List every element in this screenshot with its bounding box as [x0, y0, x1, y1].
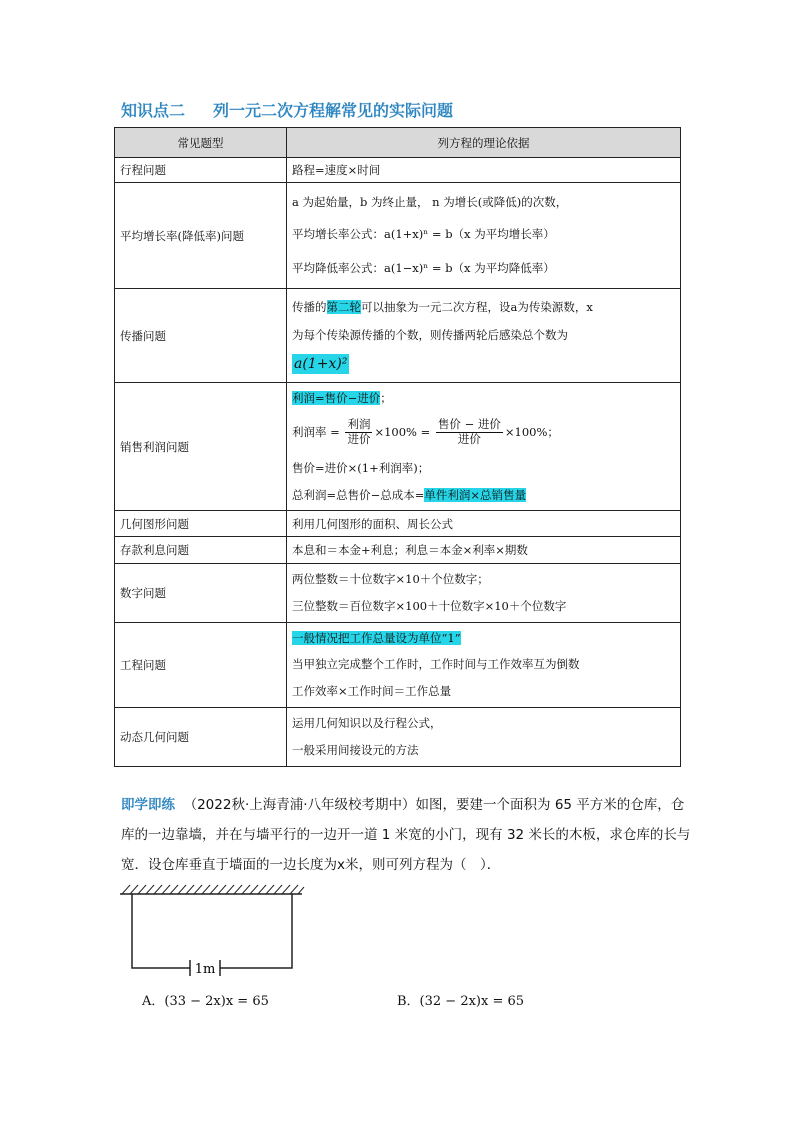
table-row: [115, 289, 681, 383]
exercise-text: 如图，要建一个面积为 65 平方米的仓库，仓库的一边靠墙，并在与墙平行的一边开一道 1 米宽的小门，现有 32 米长的木板，求仓库的长与宽．设仓库垂直于墙面的一边长度为x米，则可列方程为（ ）．: [121, 797, 691, 873]
exercise-source: （2022秋·上海青浦·八年级校考期中）: [183, 797, 416, 813]
type-cell: 动态几何问题: [115, 708, 287, 767]
basis-cell: [287, 289, 681, 383]
table-header-row: [115, 128, 681, 158]
profit-rate-line: [292, 410, 675, 454]
section-heading: [121, 98, 453, 121]
table-row: [115, 511, 681, 537]
spread-line-1: [292, 293, 675, 321]
profit-highlight-total: 单件利润×总销售量: [424, 487, 527, 502]
header-basis: 列方程的理论依据: [287, 128, 681, 158]
type-cell: 数字问题: [115, 564, 287, 623]
fraction-denominator: 进价: [347, 432, 371, 446]
exercise-tag: 即学即练: [121, 797, 175, 813]
basis-cell: 本息和＝本金+利息；利息＝本金×利率×期数: [287, 537, 681, 564]
door-width-label: 1m: [194, 962, 216, 977]
table-row: [115, 537, 681, 564]
profit-line-4-pre: 总利润=总售价−总成本=: [292, 487, 425, 502]
header-type: 常见题型: [115, 128, 287, 158]
growth-line-3: 平均降低率公式：a(1−x)ⁿ = b（x 为平均降低率）: [292, 260, 555, 275]
basis-cell: 路程=速度×时间: [287, 158, 681, 183]
type-cell: 工程问题: [115, 623, 287, 708]
type-cell: 传播问题: [115, 289, 287, 383]
table-row: [115, 183, 681, 289]
growth-line-2: 平均增长率公式：a(1+x)ⁿ = b（x 为平均增长率）: [292, 226, 555, 241]
profit-line-1: [292, 386, 675, 410]
table-row: [115, 708, 681, 767]
fraction-numerator: 售价 − 进价: [437, 417, 501, 432]
option-a: A．(33 − 2x)x = 65: [142, 994, 269, 1009]
basis-cell: [287, 383, 681, 511]
table-row: [115, 158, 681, 183]
table-row: [115, 623, 681, 708]
profit-rate-end: ×100%；: [504, 424, 559, 439]
work-line-1: [292, 625, 675, 651]
section-label: 知识点二: [121, 101, 186, 120]
section-title: 列一元二次方程解常见的实际问题: [213, 101, 454, 120]
digits-line-1: 两位整数＝十位数字×10＋个位数字；: [292, 572, 489, 586]
type-cell: 销售利润问题: [115, 383, 287, 511]
profit-line-3: 售价=进价×(1+利润率)；: [292, 460, 430, 475]
spread-line-3: [292, 349, 675, 379]
fraction-profit-over-cost: [345, 418, 372, 447]
problem-types-table: [114, 127, 681, 767]
highlight-second-round: 第二轮: [326, 299, 361, 314]
dynamic-line-2: 一般采用间接设元的方法: [292, 743, 419, 757]
spread-pre: 传播的: [292, 299, 327, 314]
profit-highlight: 利润=售价−进价: [292, 390, 381, 405]
type-cell: 行程问题: [115, 158, 287, 183]
wall-hatching: [120, 885, 304, 894]
warehouse-figure: [118, 882, 308, 977]
fraction-numerator: 利润: [347, 417, 371, 432]
work-line-3: 工作效率×工作时间＝工作总量: [292, 684, 452, 698]
type-cell: 平均增长率(降低率)问题: [115, 183, 287, 289]
profit-rate-label: 利润率 =: [292, 424, 340, 439]
type-cell: 存款利息问题: [115, 537, 287, 564]
spread-formula: a(1+x)²: [294, 355, 348, 372]
table-row: [115, 564, 681, 623]
growth-line-1: a 为起始量，b 为终止量， n 为增长(或降低)的次数，: [292, 194, 568, 209]
profit-line-4: [292, 482, 675, 508]
table-row: [115, 383, 681, 511]
basis-cell: [287, 183, 681, 289]
type-cell: 几何图形问题: [115, 511, 287, 537]
digits-line-2: 三位整数＝百位数字×100＋十位数字×10＋个位数字: [292, 599, 567, 613]
option-b: B．(32 − 2x)x = 65: [397, 994, 525, 1009]
spread-rest: 可以抽象为一元二次方程，设a为传染源数，x: [361, 299, 593, 314]
work-line-2: 当甲独立完成整个工作时，工作时间与工作效率互为倒数: [292, 657, 580, 671]
basis-cell: [287, 564, 681, 623]
basis-cell: [287, 623, 681, 708]
dynamic-line-1: 运用几何知识以及行程公式，: [292, 716, 442, 730]
fraction-denominator: 进价: [457, 432, 481, 446]
profit-line-1-end: ；: [380, 390, 392, 405]
spread-line-2: 为每个传染源传播的个数，则传播两轮后感染总个数为: [292, 327, 568, 342]
basis-cell: [287, 708, 681, 767]
fraction-price-minus-cost: [436, 418, 503, 447]
exercise-paragraph: [121, 790, 693, 880]
work-highlight: 一般情况把工作总量设为单位“1”: [292, 631, 461, 645]
profit-rate-mid: ×100% =: [374, 424, 431, 439]
basis-cell: 利用几何图形的面积、周长公式: [287, 511, 681, 537]
